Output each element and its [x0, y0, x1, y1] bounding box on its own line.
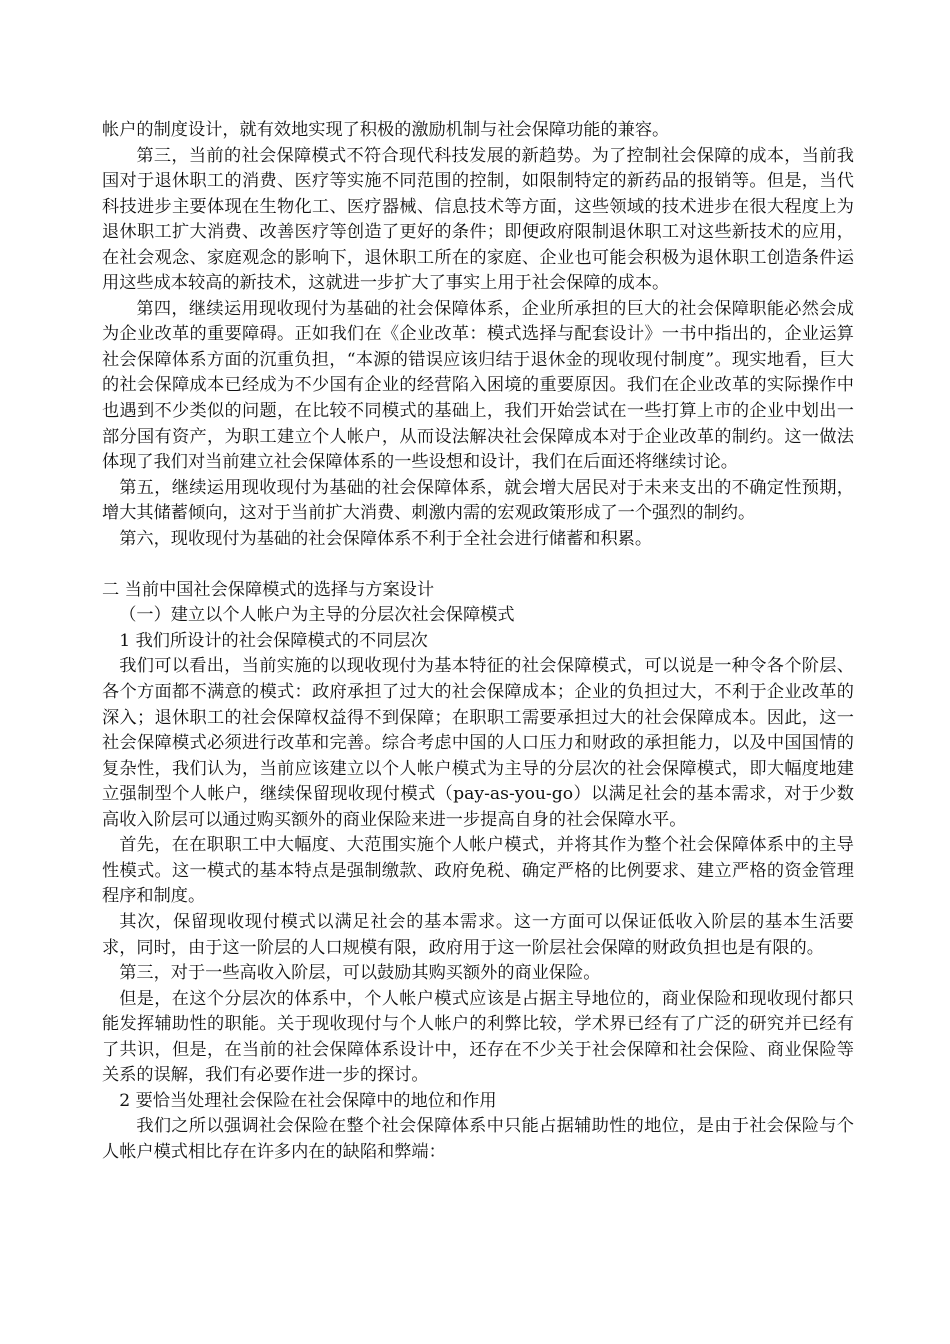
paragraph: 但是，在这个分层次的体系中，个人帐户模式应该是占据主导地位的，商业保险和现收现付都只能发挥辅助性的职能。关于现收现付与个人帐户的利弊比较，学术界已经有了广泛的研究并已经有了共识，但是，在当前的社会保障体系设计中，还存在不少关于社会保障和社会保险、商业保险等关系的误解，我们有必要作进一步的探讨。	[102, 988, 854, 1086]
paragraph: 帐户的制度设计，就有效地实现了积极的激励机制与社会保障功能的兼容。	[102, 120, 670, 140]
blank-line	[102, 552, 854, 578]
document-body	[102, 118, 854, 1165]
paragraph: 第三，当前的社会保障模式不符合现代科技发展的新趋势。为了控制社会保障的成本，当前我国对于退休职工的消费、医疗等实施不同范围的控制，如限制特定的新药品的报销等。但是，当代科技进步主要体现在生物化工、医疗器械、信息技术等方面，这些领域的技术进步在很大程度上为退休职工扩大消费、改善医疗等创造了更好的条件；即便政府限制退休职工对这些新技术的应用，在社会观念、家庭观念的影响下，退休职工所在的家庭、企业也可能会积极为退休职工创造条件运用这些成本较高的新技术，这就进一步扩大了事实上用于社会保障的成本。	[102, 145, 854, 294]
paragraph: 第五，继续运用现收现付为基础的社会保障体系，就会增大居民对于未来支出的不确定性预期，增大其储蓄倾向，这对于当前扩大消费、刺激内需的宏观政策形成了一个强烈的制约。	[102, 477, 854, 524]
paragraph: 我们可以看出，当前实施的以现收现付为基本特征的社会保障模式，可以说是一种令各个阶层、各个方面都不满意的模式：政府承担了过大的社会保障成本；企业的负担过大，不利于企业改革的深入；退休职工的社会保障权益得不到保障；在职职工需要承担过大的社会保障成本。因此，这一社会保障模式必须进行改革和完善。综合考虑中国的人口压力和财政的承担能力，以及中国国情的复杂性，我们认为，当前应该建立以个人帐户模式为主导的分层次的社会保障模式，即大幅度地建立强制型个人帐户，继续保留现收现付模式（pay-as-you-go）以满足社会的基本需求，对于少数高收入阶层可以通过购买额外的商业保险来进一步提高自身的社会保障水平。	[102, 656, 854, 830]
subsection-heading: （一）建立以个人帐户为主导的分层次社会保障模式	[119, 605, 515, 626]
paragraph: 第四，继续运用现收现付为基础的社会保障体系，企业所承担的巨大的社会保障职能必然会成为企业改革的重要障碍。正如我们在《企业改革：模式选择与配套设计》一书中指出的，企业运算社会保障体系方面的沉重负担，“本源的错误应该归结于退休金的现收现付制度”。现实地看，巨大的社会保障成本已经成为不少国有企业的经营陷入困境的重要原因。我们在企业改革的实际操作中也遇到不少类似的问题，在比较不同模式的基础上，我们开始尝试在一些打算上市的企业中划出一部分国有资产，为职工建立个人帐户，从而设法解决社会保障成本对于企业改革的制约。这一做法体现了我们对当前建立社会保障体系的一些设想和设计，我们在后面还将继续讨论。	[102, 298, 854, 473]
paragraph: 第三，对于一些高收入阶层，可以鼓励其购买额外的商业保险。	[119, 963, 601, 984]
paragraph: 其次，保留现收现付模式以满足社会的基本需求。这一方面可以保证低收入阶层的基本生活要求，同时，由于这一阶层的人口规模有限，政府用于这一阶层社会保障的财政负担也是有限的。	[102, 911, 854, 958]
paragraph: 第六，现收现付为基础的社会保障体系不利于全社会进行储蓄和积累。	[119, 528, 653, 549]
item-heading: 1 我们所设计的社会保障模式的不同层次	[119, 630, 428, 651]
paragraph: 我们之所以强调社会保险在整个社会保障体系中只能占据辅助性的地位，是由于社会保险与个人帐户模式相比存在许多内在的缺陷和弊端：	[102, 1116, 854, 1162]
item-heading: 2 要恰当处理社会保险在社会保障中的地位和作用	[119, 1090, 497, 1111]
paragraph: 首先，在在职职工中大幅度、大范围实施个人帐户模式，并将其作为整个社会保障体系中的主导性模式。这一模式的基本特点是强制缴款、政府免税、确定严格的比例要求、建立严格的资金管理程序和制度。	[102, 835, 854, 907]
section-heading: 二 当前中国社会保障模式的选择与方案设计	[102, 579, 435, 600]
